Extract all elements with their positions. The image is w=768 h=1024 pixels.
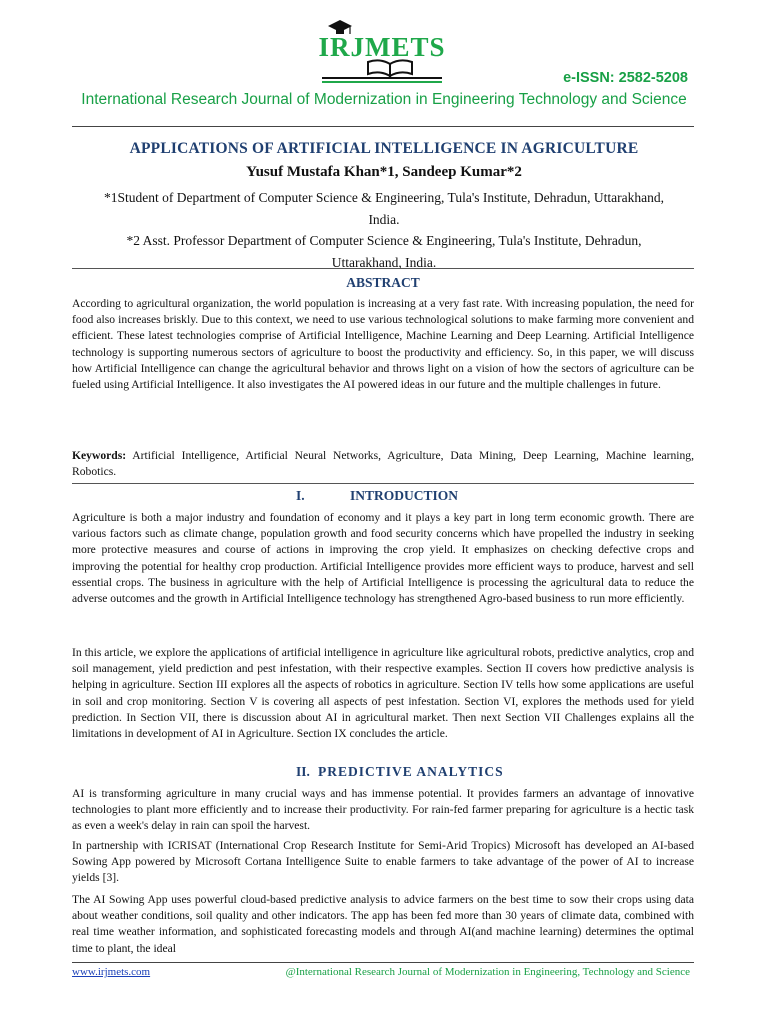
footer-copyright: @International Research Journal of Modernization in Engineering, Technology and Science — [285, 966, 690, 978]
section-number: II. — [296, 764, 310, 779]
journal-logo — [312, 18, 452, 84]
title-divider — [72, 268, 694, 269]
keywords — [72, 448, 694, 480]
affiliation-1: *1Student of Department of Computer Science & Engineering, Tula's Institute, Dehradun, Uttarakhand, India. — [104, 190, 664, 227]
paragraph: AI is transforming agriculture in many crucial ways and has immense potential. It provides farmers an advantage of innovative technologies to plant more efficiently and to increase their productivity. For rain-fed farmer preparing for agriculture is a hectic task as even a week's delay in rain can spoil the harvest. — [72, 787, 694, 833]
journal-website-link[interactable]: www.irjmets.com — [72, 966, 151, 978]
header-divider — [72, 126, 694, 127]
paragraph: In this article, we explore the applications of artificial intelligence in agriculture like agricultural robots, predictive analytics, crop and soil management, yield prediction and pest infestation, with their respective examples. Section II covers how predictive analysis is helping in agriculture. Section III explores all the aspects of robotics in agriculture. Section IV tells how some applications are useful in soil and crop monitoring. Section V is covering all aspects of pest infestation. Section VI, explores the methods used for yield prediction. In Section VII, there is discussion about AI in agricultural market. Then next Section VII Challenges explains all the limitations in development of AI in Agriculture. Section IX concludes the article. — [72, 646, 694, 741]
footer-divider — [72, 962, 694, 963]
journal-name: International Research Journal of Modernization in Engineering Technology and Science — [81, 91, 687, 108]
paragraph: The AI Sowing App uses powerful cloud-based predictive analysis to advice farmers on the best time to sow their crops using data about weather conditions, soil quality and other indicators. The app has been fed more than 30 years of climate data, combined with real time weather information, and sophisticated forecasting models and through AI(and machine learning) determines the optimal time to plant, the ideal — [72, 893, 694, 955]
paper-title: APPLICATIONS OF ARTIFICIAL INTELLIGENCE IN AGRICULTURE — [129, 140, 639, 157]
paragraph: In partnership with ICRISAT (International Crop Research Institute for Semi-Arid Tropics) Microsoft has developed an AI-based Sowing App powered by Microsoft Cortana Intelligence Suite to enable farmers to take advantage of the power of AI to increase yields [3]. — [72, 839, 694, 885]
issn-label: e-ISSN: 2582-5208 — [563, 70, 688, 86]
paragraph: Agriculture is both a major industry and foundation of economy and it plays a key part in long term economic growth. There are various factors such as climate change, population growth and food security concerns which have propelled the industry in seeking more protective measures and course of actions in improving the crop yield. It emphasizes on checking defective crops and improving the potential for healthy crop production. Artificial Intelligence provides more efficient ways to produce, harvest and sell essential crops. The business in agriculture with the help of Artificial Intelligence is processing the agricultural data to reduce the adverse outcomes and the growth in Artificial Intelligence technology has strengthened Agro-based business to run more efficiently. — [72, 511, 694, 606]
abstract-text: According to agricultural organization, the world population is increasing at a very fast rate. With increasing population, the need for food also increases briskly. Due to this context, we need to use various technological solutions to make farming more convenient and efficient. These latest technologies comprise of Artificial Intelligence, Machine Learning and Deep Learning. Artificial Intelligence technology is supporting numerous sectors of agriculture to boost the productivity and efficiency. So, in this paper, we will discuss how Artificial Intelligence can change the agricultural behavior and throws light on a vision of how the sectors of agriculture can be fueled using Artificial Intelligence. It also investigates the AI powered ideas in our future and the multiple challenges in future. — [72, 297, 694, 392]
section-title: PREDICTIVE ANALYTICS — [318, 764, 504, 779]
affiliation-2: *2 Asst. Professor Department of Computer Science & Engineering, Tula's Institute, Dehradun, Uttarakhand, India. — [126, 233, 642, 270]
section-heading-predictive-analytics — [72, 764, 694, 782]
section-title: INTRODUCTION — [350, 488, 459, 503]
keywords-label: Keywords: — [72, 449, 127, 462]
authors: Yusuf Mustafa Khan*1, Sandeep Kumar*2 — [246, 164, 522, 180]
section-number: I. — [296, 488, 305, 503]
keywords-divider — [72, 483, 694, 484]
logo-wordmark: IRJMETS — [318, 32, 446, 62]
keywords-list: Artificial Intelligence, Artificial Neural Networks, Agriculture, Data Mining, Deep Learning, Machine learning, Robotics. — [72, 449, 694, 479]
section-heading-introduction — [72, 488, 694, 506]
abstract-heading: ABSTRACT — [346, 275, 420, 290]
